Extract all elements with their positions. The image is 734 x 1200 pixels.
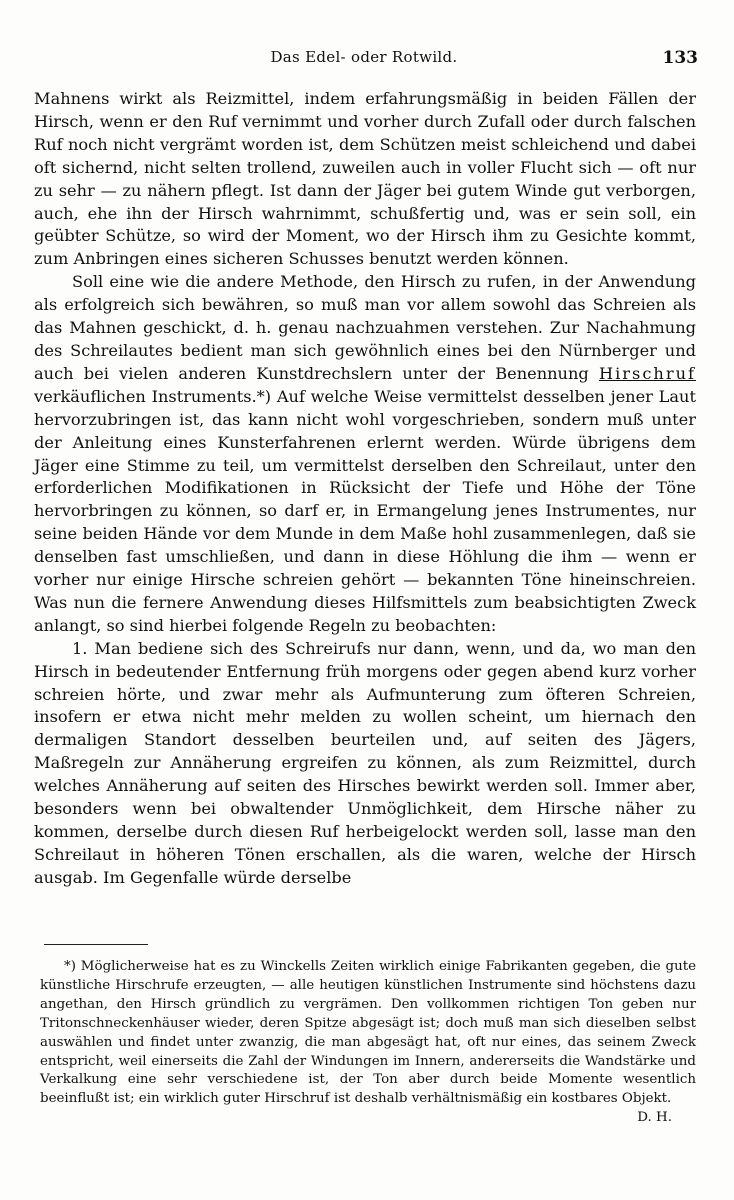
paragraph-2-start: Soll eine wie die andere Methode, den Hirsch zu rufen, in der Anwendung als erfolgreich sich bewähren, so muß man vor allem sowohl das Schreien als das Mahnen geschickt, d. h. genau nachzuahmen verstehen. Zur Nachahmung des Schreilautes bedient man sich gewöhnlich eines bei den Nürnberger und auch bei vielen anderen Kunstdrechslern unter der Benennung xyxy=(34,272,696,383)
emphasized-term: Hirschruf xyxy=(599,363,697,383)
paragraph-1: Mahnens wirkt als Reizmittel, indem erfahrungsmäßig in beiden Fällen der Hirsch, wenn er den Ruf vernimmt und vorher durch Zufall oder durch falschen Ruf noch nicht vergrämt worden ist, dem Schützen meist schleichend und dabei oft sichernd, nicht selten trollend, zuweilen auch in voller Flucht sich — oft nur zu sehr — zu nähern pflegt. Ist dann der Jäger bei gutem Winde gut verborgen, auch, ehe ihn der Hirsch wahrnimmt, schußfertig und, was er sein soll, ein geübter Schütze, so wird der Moment, wo der Hirsch ihm zu Gesichte kommt, zum Anbringen eines sicheren Schusses benutzt werden können. xyxy=(34,89,696,269)
page-number: 133 xyxy=(662,48,698,68)
running-title: Das Edel- oder Rotwild. xyxy=(270,48,458,66)
paragraph-2-end: verkäuflichen Instruments.*) Auf welche Weise vermittelst desselben jener Laut hervorzubringen ist, das kann nicht wohl vorgeschrieben, sondern muß unter der Anleitung eines Kunsterfahrenen erlernt werden. Würde übrigens dem Jäger eine Stimme zu teil, um vermittelst derselben den Schreilaut, unter den erforderlichen Modifikationen in Rücksicht der Tiefe und Höhe der Töne hervorbringen zu können, so darf er, in Ermangelung jenes Instrumentes, nur seine beiden Hände vor dem Munde in dem Maße hohl zusammenlegen, daß sie denselben fast umschließen, und dann in diese Höhlung die ihm — wenn er vorher nur einige Hirsche schreien gehört — bekannten Töne hineinschreien. Was nun die fernere Anwendung dieses Hilfsmittels zum beabsichtigten Zweck anlangt, so sind hierbei folgende Regeln zu beobachten: xyxy=(34,386,696,635)
page-header xyxy=(30,48,698,72)
paragraph-2 xyxy=(34,271,696,638)
footnote xyxy=(40,958,696,1128)
footnote-signature: D. H. xyxy=(637,1110,672,1126)
footnote-body: *) Möglicherweise hat es zu Winckells Zeiten wirklich einige Fabrikanten gegeben, die gute künstliche Hirschrufe erzeugten, — alle heutigen künstlichen Instrumente sind höchstens dazu angethan, den Hirsch gründlich zu vergrämen. Den vollkommen richtigen Ton geben nur Tritonschneckenhäuser wieder, deren Spitze abgesägt ist; doch muß man sich dieselben selbst auswählen und findet unter zwanzig, die man abgesägt hat, oft nur eines, das seinem Zweck entspricht, weil einerseits die Zahl der Windungen im Innern, andererseits die Wandstärke und Verkalkung eine sehr verschiedene ist, der Ton aber durch beide Momente wesentlich beeinflußt ist; ein wirklich guter Hirschruf ist deshalb verhältnismäßig ein kostbares Objekt. xyxy=(40,959,696,1107)
footnote-text xyxy=(40,958,696,1126)
footnote-divider xyxy=(44,944,148,945)
paragraph-3: 1. Man bediene sich des Schreirufs nur dann, wenn, und da, wo man den Hirsch in bedeutender Entfernung früh morgens oder gegen abend kurz vorher schreien hörte, und zwar mehr als Aufmunterung zum öfteren Schreien, insofern er etwa nicht mehr melden zu wollen scheint, um hiernach den dermaligen Standort desselben beurteilen und, auf seiten des Jägers, Maßregeln zur Annäherung ergreifen zu können, als zum Reizmittel, durch welches Annäherung auf seiten des Hirsches bewirkt werden soll. Immer aber, besonders wenn bei obwaltender Unmöglichkeit, dem Hirsche näher zu kommen, derselbe durch diesen Ruf herbeigelockt werden soll, lasse man den Schreilaut in höheren Tönen erschallen, als die waren, welche der Hirsch ausgab. Im Gegenfalle würde derselbe xyxy=(34,638,696,887)
body-text xyxy=(34,88,696,890)
